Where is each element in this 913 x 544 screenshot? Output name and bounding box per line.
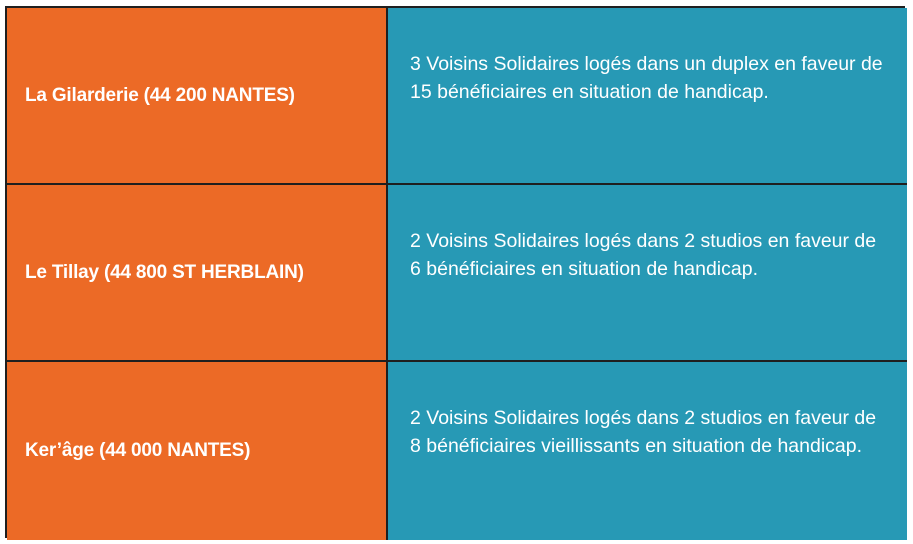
housing-table bbox=[5, 6, 905, 538]
description-text: 2 Voisins Solidaires logés dans 2 studios en faveur de 6 bénéficiaires en situation de handicap. bbox=[410, 230, 877, 280]
location-cell bbox=[7, 185, 388, 362]
location-label: Le Tillay (44 800 ST HERBLAIN) bbox=[25, 261, 304, 283]
location-label: La Gilarderie (44 200 NANTES) bbox=[25, 84, 295, 106]
location-label: Ker’âge (44 000 NANTES) bbox=[25, 440, 251, 461]
description-cell bbox=[388, 185, 907, 362]
location-cell bbox=[7, 8, 388, 185]
description-cell bbox=[388, 8, 907, 185]
description-text: 2 Voisins Solidaires logés dans 2 studios en faveur de 8 bénéficiaires vieillissants en situation de handicap. bbox=[410, 407, 877, 457]
description-text: 3 Voisins Solidaires logés dans un duplex en faveur de 15 bénéficiaires en situation de handicap. bbox=[410, 53, 883, 103]
location-cell bbox=[7, 362, 388, 540]
description-cell bbox=[388, 362, 907, 540]
